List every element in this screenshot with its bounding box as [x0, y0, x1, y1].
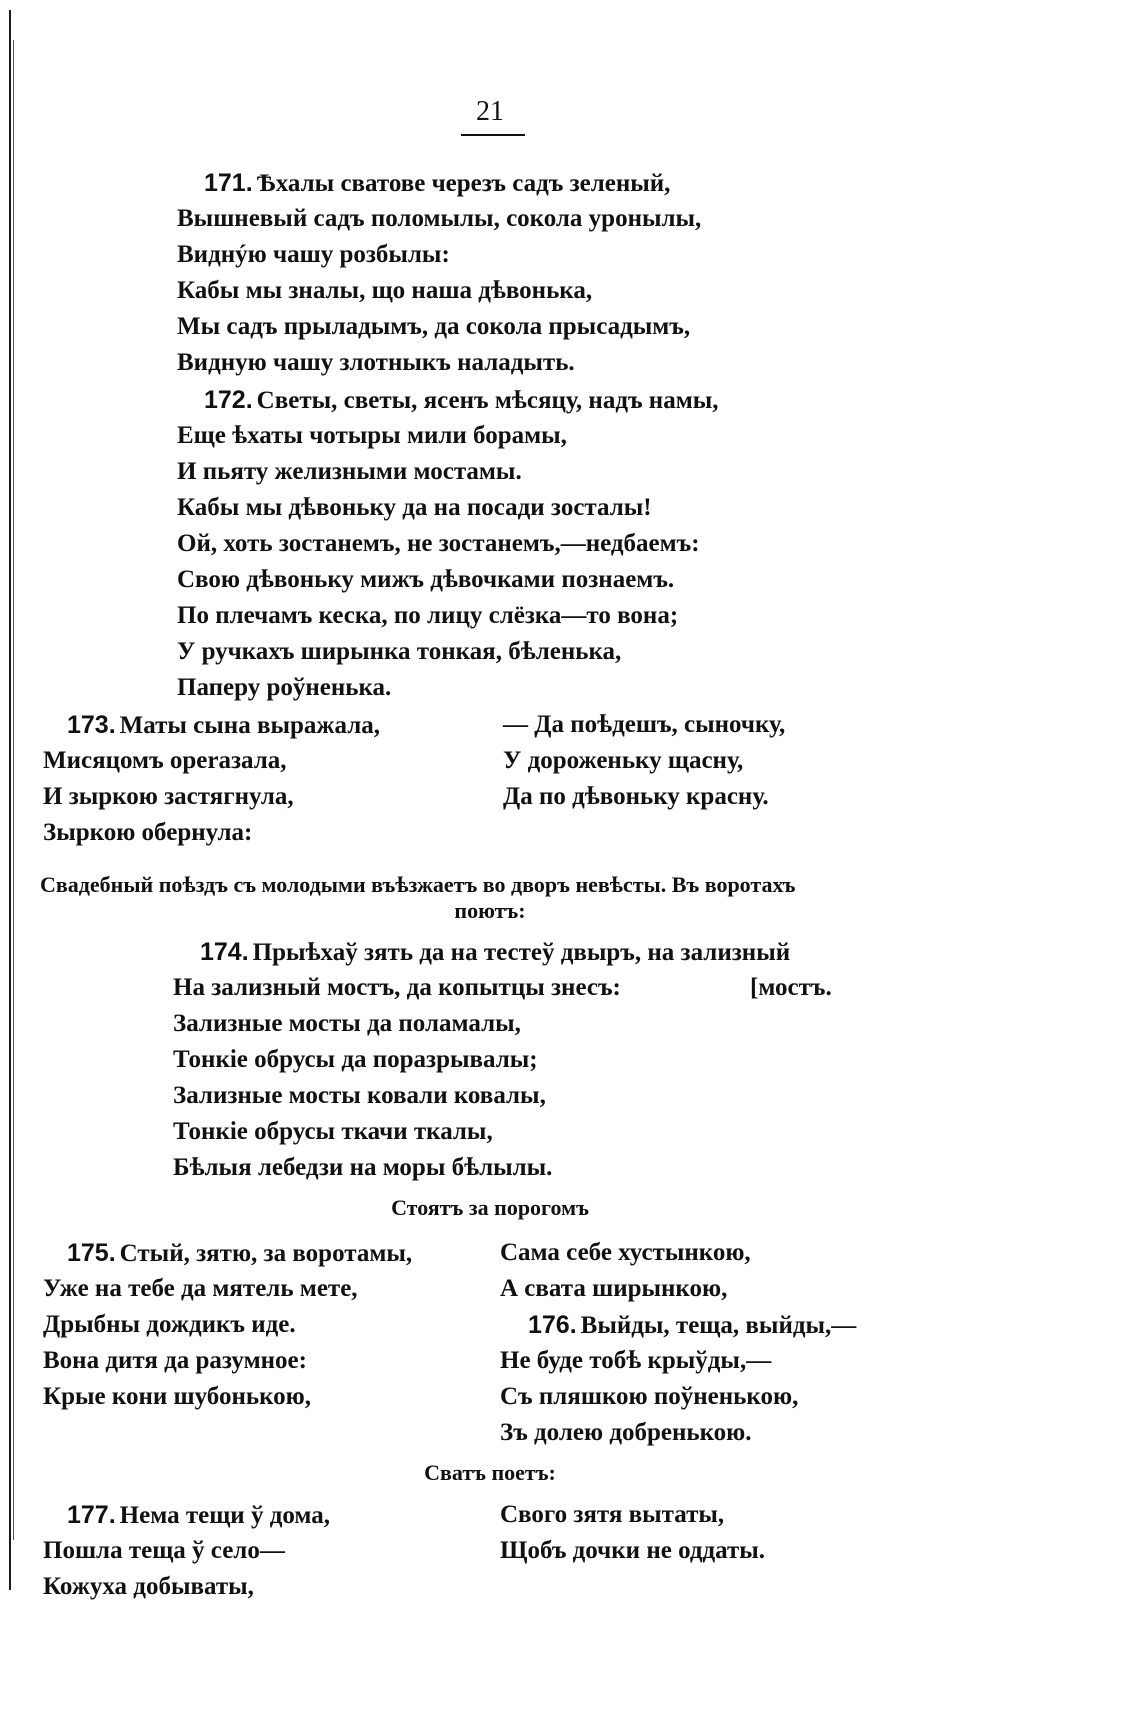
song-171-line-2: Вышневый садъ поломылы, сокола уронылы, [177, 205, 702, 232]
song-173-left-line-4: Зыркою обернула: [43, 819, 253, 846]
song-number-177: 177. [67, 1501, 116, 1529]
page-number-underline [461, 134, 525, 136]
page-edge-line [9, 10, 11, 1590]
song-173-left-line-3: И зыркою застягнула, [43, 783, 294, 810]
song-177-left-line-3: Кожуха добываты, [43, 1573, 254, 1600]
song-171-line-3: Виднýю чашу розбылы: [177, 241, 450, 268]
song-172-line-7: По плечамъ кеска, по лицу слёзка—то вона; [177, 602, 679, 629]
song-172-line-5: Ой, хоть зостанемъ, не зостанемъ,—недбаемъ: [177, 530, 700, 557]
song-174-line-1-overflow: [мостъ. [750, 974, 832, 1001]
song-174-line-1: 174. Прыѣхаў зять да на тестеў двыръ, на зализный [200, 938, 791, 966]
song-number-173: 173. [67, 711, 116, 739]
song-172-line-8: У ручкахъ ширынка тонкая, бѣленька, [177, 638, 622, 665]
song-175-left-line-2: Уже на тебе да мятель мете, [43, 1275, 358, 1302]
page-edge-shadow [13, 40, 14, 1540]
song-number-176: 176. [528, 1311, 577, 1339]
song-173-right-line-3: Да по дѣвоньку красну. [503, 783, 769, 810]
section-heading-matchmaker: Сватъ поетъ: [424, 1460, 556, 1485]
song-174-line-5: Зализные мосты ковали ковалы, [173, 1082, 546, 1109]
song-176-line-2: Не буде тобѣ крыўды,— [500, 1347, 772, 1374]
song-177-left-line-2: Пошла теща ў село— [43, 1537, 285, 1564]
song-number-172: 172. [204, 386, 253, 414]
song-172-line-3: И пьяту желизными мостамы. [177, 458, 522, 485]
song-174-line-2: На зализный мостъ, да копытцы знесъ: [173, 974, 621, 1001]
song-177-right-line-2: Щобъ дочки не оддаты. [500, 1537, 766, 1564]
song-172-line-6: Свою дѣвоньку мижъ дѣвочками познаемъ. [177, 566, 675, 593]
song-176-line-4: Зъ долею добренькою. [500, 1419, 752, 1446]
song-171-line-4: Кабы мы зналы, що наша дѣвонька, [177, 277, 593, 304]
song-175-right-line-1: Сама себе хустынкою, [500, 1239, 751, 1266]
song-174-line-3: Зализные мосты да поламалы, [173, 1010, 521, 1037]
page-number: 21 [476, 96, 504, 127]
song-173-right-line-2: У дороженьку щасну, [503, 747, 744, 774]
section-heading-threshold: Стоятъ за порогомъ [391, 1195, 589, 1220]
song-172-line-9: Паперу роўненька. [177, 674, 392, 701]
song-174-line-7: Бѣлыя лебедзи на моры бѣлылы. [173, 1154, 553, 1181]
song-175-left-line-1: 175. Стый, зятю, за воротамы, [67, 1239, 413, 1267]
section-heading-procession-continued: поютъ: [454, 898, 526, 923]
section-heading-procession: Свадебный поѣздъ съ молодыми въѣзжаетъ во дворъ невѣсты. Въ воротахъ [40, 872, 796, 897]
song-172-line-2: Еще ѣхаты чотыры мили борамы, [177, 422, 567, 449]
song-175-left-line-3: Дрыбны дождикъ иде. [43, 1311, 296, 1338]
song-number-175: 175. [67, 1239, 116, 1267]
song-177-right-line-1: Свого зятя вытаты, [500, 1501, 725, 1528]
song-174-line-4: Тонкіе обрусы да поразрывалы; [173, 1046, 538, 1073]
song-177-left-line-1: 177. Нема тещи ў дома, [67, 1501, 330, 1529]
song-176-line-3: Съ пляшкою поўненькою, [500, 1383, 799, 1410]
song-171-line-6: Видную чашу злотныкъ наладыть. [177, 349, 575, 376]
song-176-line-1: 176. Выйды, теща, выйды,— [528, 1311, 857, 1339]
song-172-line-1: 172. Светы, светы, ясенъ мѣсяцу, надъ намы, [204, 386, 719, 414]
song-173-right-line-1: — Да поѣдешъ, сыночку, [503, 711, 786, 738]
song-175-right-line-2: А свата ширынкою, [500, 1275, 728, 1302]
song-number-171: 171. [204, 169, 253, 197]
song-175-left-line-5: Крые кони шубонькою, [43, 1383, 312, 1410]
song-174-line-6: Тонкіе обрусы ткачи ткалы, [173, 1118, 493, 1145]
song-171-line-1: 171. Ѣхалы сватове черезъ садъ зеленый, [204, 169, 671, 197]
song-171-line-5: Мы садъ прыладымъ, да сокола прысадымъ, [177, 313, 691, 340]
song-number-174: 174. [200, 938, 249, 966]
song-173-left-line-2: Мисяцомъ operазала, [43, 747, 287, 774]
song-172-line-4: Кабы мы дѣвоньку да на посади зосталы! [177, 494, 652, 521]
song-175-left-line-4: Вона дитя да разумное: [43, 1347, 307, 1374]
song-173-left-line-1: 173. Маты сына выражала, [67, 711, 380, 739]
